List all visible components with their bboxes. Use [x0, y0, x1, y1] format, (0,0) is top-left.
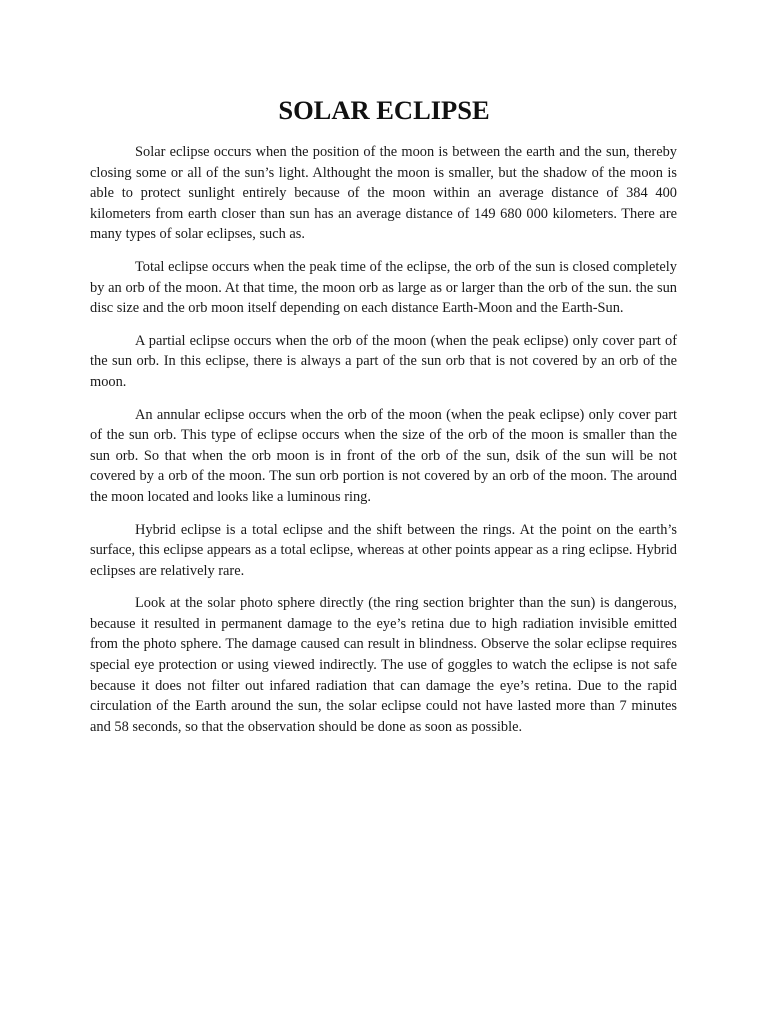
paragraph-safety-warning: Look at the solar photo sphere directly (the ring section brighter than the sun) is dangerous, because it resulted in permanent damage to the eye’s retina due to high radiation invisible emitted from the photo sphere. The damage caused can result in blindness. Observe the solar eclipse requires special eye protection or using viewed indirectly. The use of goggles to watch the eclipse is not safe because it does not filter out infared radiation that can damage the eye’s retina. Due to the rapid circulation of the Earth around the sun, the solar eclipse could not have lasted more than 7 minutes and 58 seconds, so that the observation should be done as soon as possible. — [90, 595, 677, 735]
paragraph-solar-eclipse-intro: Solar eclipse occurs when the position of the moon is between the earth and the sun, thereby closing some or all of the sun’s light. Althought the moon is smaller, but the shadow of the moon is able to protect sunlight entirely because of the moon within an average distance of 384 400 kilometers from earth closer than sun has an average distance of 149 680 000 kilometers. There are many types of solar eclipses, such as. — [90, 144, 677, 243]
document-body — [90, 142, 677, 749]
document-title: SOLAR ECLIPSE — [278, 95, 490, 125]
paragraph-hybrid-eclipse: Hybrid eclipse is a total eclipse and the shift between the rings. At the point on the earth’s surface, this eclipse appears as a total eclipse, whereas at other points appear as a ring eclipse. Hybrid eclipses are relatively rare. — [90, 521, 677, 579]
paragraph-total-eclipse: Total eclipse occurs when the peak time of the eclipse, the orb of the sun is closed completely by an orb of the moon. At that time, the moon orb as large as or larger than the orb of the sun. the sun disc size and the orb moon itself depending on each distance Earth-Moon and the Earth-Sun. — [90, 258, 677, 317]
paragraph-partial-eclipse: A partial eclipse occurs when the orb of the moon (when the peak eclipse) only cover part of the sun orb. In this eclipse, there is always a part of the sun orb that is not covered by an orb of the moon. — [90, 332, 677, 390]
paragraph-annular-eclipse: An annular eclipse occurs when the orb of the moon (when the peak eclipse) only cover part of the sun orb. This type of eclipse occurs when the size of the orb of the moon is smaller than the sun orb. So that when the orb moon is in front of the orb of the sun, dsik of the sun will be not covered by a orb of the moon. The sun orb portion is not covered by an orb of the moon. The around the moon located and looks like a luminous ring. — [90, 406, 677, 505]
